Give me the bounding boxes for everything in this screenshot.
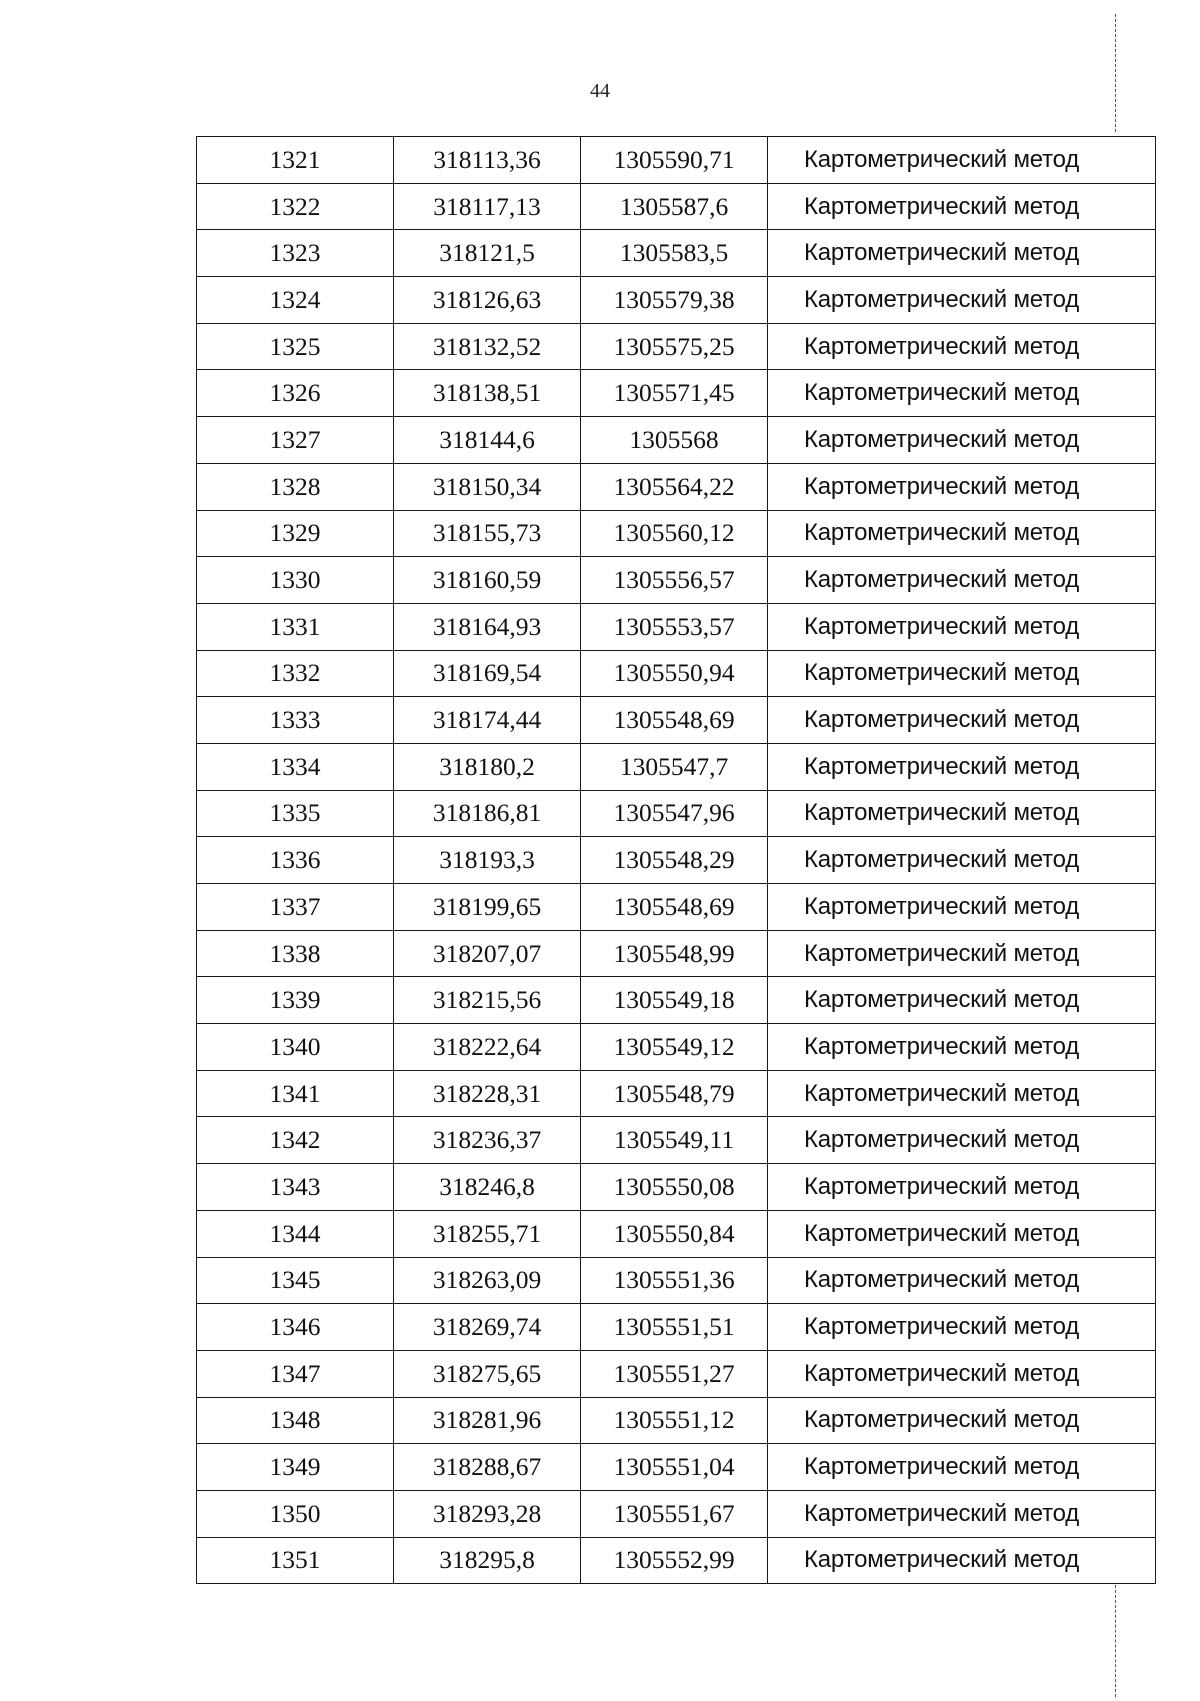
y-coordinate-cell: 1305550,08 [581,1164,768,1211]
method-cell: Картометрический метод [768,790,1156,837]
y-coordinate-cell: 1305551,12 [581,1397,768,1444]
table-row [197,1164,1156,1211]
y-coordinate-cell: 1305549,12 [581,1024,768,1071]
method-cell: Картометрический метод [768,1210,1156,1257]
table-row [197,1117,1156,1164]
point-number-cell: 1328 [197,463,394,510]
method-cell: Картометрический метод [768,884,1156,931]
x-coordinate-cell: 318222,64 [394,1024,581,1071]
table-row [197,323,1156,370]
x-coordinate-cell: 318138,51 [394,370,581,417]
y-coordinate-cell: 1305550,94 [581,650,768,697]
x-coordinate-cell: 318169,54 [394,650,581,697]
point-number-cell: 1341 [197,1070,394,1117]
point-number-cell: 1321 [197,137,394,184]
point-number-cell: 1329 [197,510,394,557]
coordinates-table-body [197,137,1156,1584]
method-cell: Картометрический метод [768,1070,1156,1117]
method-cell: Картометрический метод [768,137,1156,184]
point-number-cell: 1348 [197,1397,394,1444]
y-coordinate-cell: 1305549,18 [581,977,768,1024]
method-cell: Картометрический метод [768,463,1156,510]
point-number-cell: 1332 [197,650,394,697]
x-coordinate-cell: 318155,73 [394,510,581,557]
scan-artifact-line-bottom [1115,1585,1116,1697]
method-cell: Картометрический метод [768,650,1156,697]
method-cell: Картометрический метод [768,743,1156,790]
point-number-cell: 1334 [197,743,394,790]
y-coordinate-cell: 1305556,57 [581,557,768,604]
method-cell: Картометрический метод [768,557,1156,604]
x-coordinate-cell: 318174,44 [394,697,581,744]
x-coordinate-cell: 318199,65 [394,884,581,931]
method-cell: Картометрический метод [768,1304,1156,1351]
table-row [197,417,1156,464]
y-coordinate-cell: 1305551,36 [581,1257,768,1304]
x-coordinate-cell: 318180,2 [394,743,581,790]
x-coordinate-cell: 318150,34 [394,463,581,510]
x-coordinate-cell: 318121,5 [394,230,581,277]
x-coordinate-cell: 318295,8 [394,1537,581,1584]
point-number-cell: 1331 [197,603,394,650]
method-cell: Картометрический метод [768,230,1156,277]
x-coordinate-cell: 318269,74 [394,1304,581,1351]
table-row [197,230,1156,277]
x-coordinate-cell: 318126,63 [394,277,581,324]
method-cell: Картометрический метод [768,603,1156,650]
scan-artifact-line-top [1115,14,1116,132]
table-row [197,603,1156,650]
x-coordinate-cell: 318117,13 [394,183,581,230]
table-row [197,1024,1156,1071]
point-number-cell: 1351 [197,1537,394,1584]
x-coordinate-cell: 318255,71 [394,1210,581,1257]
method-cell: Картометрический метод [768,1024,1156,1071]
table-row [197,1444,1156,1491]
point-number-cell: 1347 [197,1350,394,1397]
method-cell: Картометрический метод [768,930,1156,977]
table-row [197,1490,1156,1537]
y-coordinate-cell: 1305551,51 [581,1304,768,1351]
page-number: 44 [590,80,610,102]
table-row [197,977,1156,1024]
table-row [197,1070,1156,1117]
x-coordinate-cell: 318144,6 [394,417,581,464]
point-number-cell: 1327 [197,417,394,464]
point-number-cell: 1335 [197,790,394,837]
point-number-cell: 1338 [197,930,394,977]
point-number-cell: 1326 [197,370,394,417]
method-cell: Картометрический метод [768,697,1156,744]
method-cell: Картометрический метод [768,1444,1156,1491]
x-coordinate-cell: 318288,67 [394,1444,581,1491]
y-coordinate-cell: 1305548,79 [581,1070,768,1117]
point-number-cell: 1349 [197,1444,394,1491]
table-row [197,183,1156,230]
y-coordinate-cell: 1305553,57 [581,603,768,650]
table-row [197,743,1156,790]
y-coordinate-cell: 1305548,99 [581,930,768,977]
x-coordinate-cell: 318275,65 [394,1350,581,1397]
y-coordinate-cell: 1305547,7 [581,743,768,790]
point-number-cell: 1330 [197,557,394,604]
y-coordinate-cell: 1305548,29 [581,837,768,884]
y-coordinate-cell: 1305551,04 [581,1444,768,1491]
x-coordinate-cell: 318160,59 [394,557,581,604]
method-cell: Картометрический метод [768,837,1156,884]
point-number-cell: 1345 [197,1257,394,1304]
x-coordinate-cell: 318186,81 [394,790,581,837]
x-coordinate-cell: 318281,96 [394,1397,581,1444]
table-row [197,510,1156,557]
y-coordinate-cell: 1305571,45 [581,370,768,417]
x-coordinate-cell: 318215,56 [394,977,581,1024]
point-number-cell: 1322 [197,183,394,230]
table-row [197,463,1156,510]
point-number-cell: 1325 [197,323,394,370]
y-coordinate-cell: 1305551,27 [581,1350,768,1397]
x-coordinate-cell: 318207,07 [394,930,581,977]
point-number-cell: 1342 [197,1117,394,1164]
y-coordinate-cell: 1305547,96 [581,790,768,837]
method-cell: Картометрический метод [768,1117,1156,1164]
method-cell: Картометрический метод [768,1164,1156,1211]
point-number-cell: 1346 [197,1304,394,1351]
y-coordinate-cell: 1305548,69 [581,697,768,744]
x-coordinate-cell: 318236,37 [394,1117,581,1164]
x-coordinate-cell: 318164,93 [394,603,581,650]
method-cell: Картометрический метод [768,183,1156,230]
point-number-cell: 1333 [197,697,394,744]
y-coordinate-cell: 1305590,71 [581,137,768,184]
table-row [197,930,1156,977]
y-coordinate-cell: 1305587,6 [581,183,768,230]
x-coordinate-cell: 318246,8 [394,1164,581,1211]
method-cell: Картометрический метод [768,370,1156,417]
table-row [197,1397,1156,1444]
point-number-cell: 1340 [197,1024,394,1071]
coordinates-table [196,136,1156,1584]
y-coordinate-cell: 1305560,12 [581,510,768,557]
table-row [197,1257,1156,1304]
point-number-cell: 1339 [197,977,394,1024]
point-number-cell: 1343 [197,1164,394,1211]
point-number-cell: 1336 [197,837,394,884]
method-cell: Картометрический метод [768,1257,1156,1304]
table-row [197,1350,1156,1397]
y-coordinate-cell: 1305579,38 [581,277,768,324]
method-cell: Картометрический метод [768,510,1156,557]
method-cell: Картометрический метод [768,417,1156,464]
table-row [197,884,1156,931]
point-number-cell: 1344 [197,1210,394,1257]
y-coordinate-cell: 1305575,25 [581,323,768,370]
table-row [197,1210,1156,1257]
y-coordinate-cell: 1305550,84 [581,1210,768,1257]
y-coordinate-cell: 1305548,69 [581,884,768,931]
table-row [197,137,1156,184]
table-row [197,790,1156,837]
y-coordinate-cell: 1305564,22 [581,463,768,510]
table-row [197,837,1156,884]
x-coordinate-cell: 318228,31 [394,1070,581,1117]
method-cell: Картометрический метод [768,1350,1156,1397]
x-coordinate-cell: 318263,09 [394,1257,581,1304]
method-cell: Картометрический метод [768,277,1156,324]
table-row [197,557,1156,604]
table-row [197,1304,1156,1351]
method-cell: Картометрический метод [768,1397,1156,1444]
x-coordinate-cell: 318132,52 [394,323,581,370]
method-cell: Картометрический метод [768,323,1156,370]
y-coordinate-cell: 1305568 [581,417,768,464]
x-coordinate-cell: 318113,36 [394,137,581,184]
table-row [197,1537,1156,1584]
point-number-cell: 1324 [197,277,394,324]
table-row [197,650,1156,697]
point-number-cell: 1337 [197,884,394,931]
y-coordinate-cell: 1305549,11 [581,1117,768,1164]
table-row [197,697,1156,744]
method-cell: Картометрический метод [768,977,1156,1024]
y-coordinate-cell: 1305552,99 [581,1537,768,1584]
y-coordinate-cell: 1305551,67 [581,1490,768,1537]
x-coordinate-cell: 318293,28 [394,1490,581,1537]
method-cell: Картометрический метод [768,1490,1156,1537]
x-coordinate-cell: 318193,3 [394,837,581,884]
y-coordinate-cell: 1305583,5 [581,230,768,277]
table-row [197,277,1156,324]
point-number-cell: 1323 [197,230,394,277]
point-number-cell: 1350 [197,1490,394,1537]
method-cell: Картометрический метод [768,1537,1156,1584]
table-row [197,370,1156,417]
